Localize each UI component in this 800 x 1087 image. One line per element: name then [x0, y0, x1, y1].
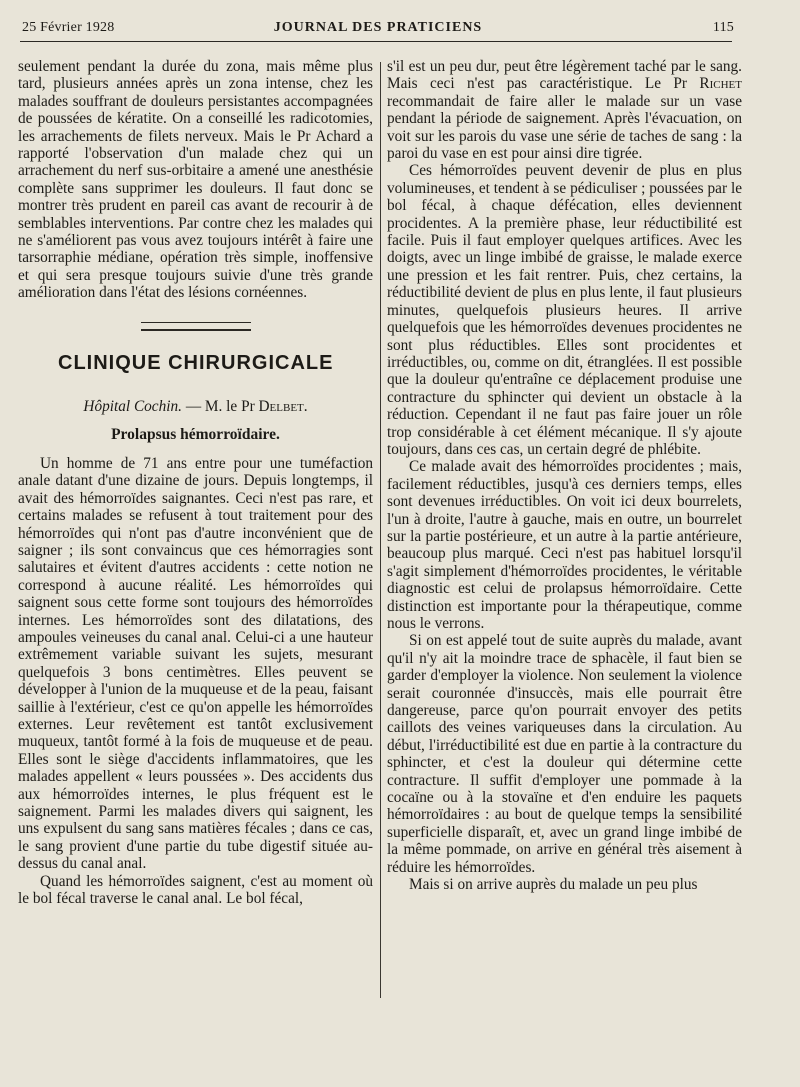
body-paragraph: Mais si on arrive auprès du malade un peu plus [409, 876, 698, 894]
body-paragraph [387, 58, 742, 162]
article-title: Prolapsus hémorroïdaire. [111, 425, 280, 443]
right-column [387, 58, 742, 894]
body-paragraph: Quand les hémorroïdes saignent, c'est au moment où le bol fécal traverse le canal anal. Le bol fécal, [18, 872, 373, 908]
byline-separator: — M. le [185, 398, 238, 416]
journal-title: JOURNAL DES PRATICIENS [273, 20, 483, 35]
hospital-name: Hôpital Cochin. [83, 398, 182, 416]
body-paragraph: Un homme de 71 ans entre pour une tuméfaction anale datant d'une dizaine de jours. Depuis longtemps, il avait des hémorroïdes saignantes. Ceci n'est pas rare, et certains malades se refusent à tout traitement pour des hémorroïdes qui n'ont pas d'autre inconvénient que de saigner ; ils sont convaincus que ces hémorragies sont salutaires et évitent d'autres accidents : cette notion ne correspond à aucune réalité. Les hémorroïdes qui saignent sous cette forme sont toujours des hémorroïdes internes. Les hémorroïdes sont des dilatations, des ampoules veineuses du canal anal. Celui-ci a une hauteur extrêmement variable suivant les sujets, mesurant quelquefois 3 bons centimètres. Elles peuvent se développer à l'union de la muqueuse et de la peau, faisant saillie à l'extérieur, c'est ce qu'on appelle les hémorroïdes externes. Leur revêtement est tantôt exclusivement muqueux, tantôt formé à la fois de muqueuse et de peau. Elles sont le siège d'accidents inflammatoires, que les malades appellent « leurs poussées ». Des accidents dus aux hémorroïdes internes, le plus fréquent est le saignement. Parmi les malades divers qui saignent, les uns expulsent du sang sans matières fécales ; dans ce cas, le sang provient d'une partie du tube digestif située au-dessus du canal anal. [18, 454, 373, 873]
body-paragraph: Ces hémorroïdes peuvent devenir de plus en plus volumineuses, et tendent à se pédiculiser ; poussées par le bol fécal, à chaque défécation, elles deviennent procidentes. A la première phase, leur réductibilité est facile. Puis il faut employer quelques artifices. Avec les doigts, avec un linge imbibé de graisse, le malade exerce une pression et les fait rentrer. Puis, chez certains, la réductibilité devient de plus en plus lente, il faut plusieurs minutes, quelquefois plusieurs heures. Il arrive quelquefois que les hémorroïdes devenues procidentes ne sont plus réductibles. Elles sont procidentes et irréductibles, ou, comme on dit, étranglées. Il est possible que la douleur qu'entraîne ce déplacement produise une contracture du sphincter qui devient un obstacle à la réduction. Cependant il ne faut pas faire jouer un rôle trop considérable à cet élément mécanique. Il s'y ajoute toujours, dans ces cas, un certain degré de phlébite. [387, 162, 742, 458]
body-paragraph: Ce malade avait des hémorroïdes procidentes ; mais, facilement réductibles, jusqu'à ces derniers temps, elles sont devenues irréductibles. On voit ici deux bourrelets, l'un à droite, l'autre à gauche, mais en outre, un bourrelet sur la partie postérieure, et un autre à la partie antérieure, beaucoup plus marqué. Ceci n'est pas habituel lorsqu'il s'agit simplement d'hémorroïdes procidentes, le véritable diagnostic est celui de prolapsus hémorroïdaire. Cette distinction est importante pour la thérapeutique, comme nous le verrons. [387, 458, 742, 632]
running-header [22, 20, 734, 42]
professor-name: Delbet. [258, 398, 308, 416]
header-date: 25 Février 1928 [22, 20, 115, 35]
left-column [18, 58, 373, 907]
paragraph-text: s'il est un peu dur, peut être légèrement taché par le sang. Mais ceci n'est pas caractéristique. Le Pr [387, 58, 742, 93]
section-title: CLINIQUE CHIRURGICALE [58, 351, 334, 374]
body-paragraph: Si on est appelé tout de suite auprès du malade, avant qu'il n'y ait la moindre trace de sphacèle, il faut bien se garder d'employer la violence. Non seulement la violence serait couronnée d'insuccès, mais elle pourrait être dangereuse, parce qu'on pourrait envoyer des petits caillots des veines variqueuses dans la circulation. Au début, l'irréductibilité est due en partie à la contracture du sphincter, et c'est la douleur qui détermine cette contracture. Il suffit d'employer une pommade à la cocaïne ou à la stovaïne et d'en enduire les paquets hémorroïdaires : au bout de quelque temps la sensibilité superficielle disparaît, et, avec un grand linge imbibé de la même pommade, on arrive en général très aisement à réduire les hémorroïdes. [387, 632, 742, 876]
section-divider-ornament [141, 322, 251, 331]
professor-name: Richet [699, 75, 742, 93]
paragraph-text: recommandait de faire aller le malade sur un vase pendant la période de saignement. Après l'évacuation, on voit sur les parois du vase une série de taches de sang : la paroi du vase en est pour ainsi dire tigrée. [387, 92, 742, 163]
hospital-byline [18, 398, 373, 415]
column-divider [380, 62, 381, 998]
page-number: 115 [712, 20, 734, 35]
continuation-paragraph: seulement pendant la durée du zona, mais même plus tard, plusieurs années après un zona intense, chez les malades souffrant de douleurs persistantes accompagnées de poussées de kératite. On a conseillé les radicotomies, les arrachements de filets nerveux. Mais le Pr Achard a rapporté l'observation d'un malade chez qui un arrachement du nerf sus-orbitaire a amené une anesthésie complète sans supprimer les douleurs. Il faut donc se montrer très prudent en pareil cas avant de recourir à de semblables interventions. Par contre chez les malades qui ne s'améliorent pas vous avez toujours intérêt à faire une tarsorraphie médiane, opération très simple, inoffensive et qui sera presque toujours suivie d'une très grande amélioration dans l'état des lésions cornéennes. [18, 58, 373, 302]
professor-title: Pr [241, 398, 255, 416]
header-rule [20, 41, 732, 42]
